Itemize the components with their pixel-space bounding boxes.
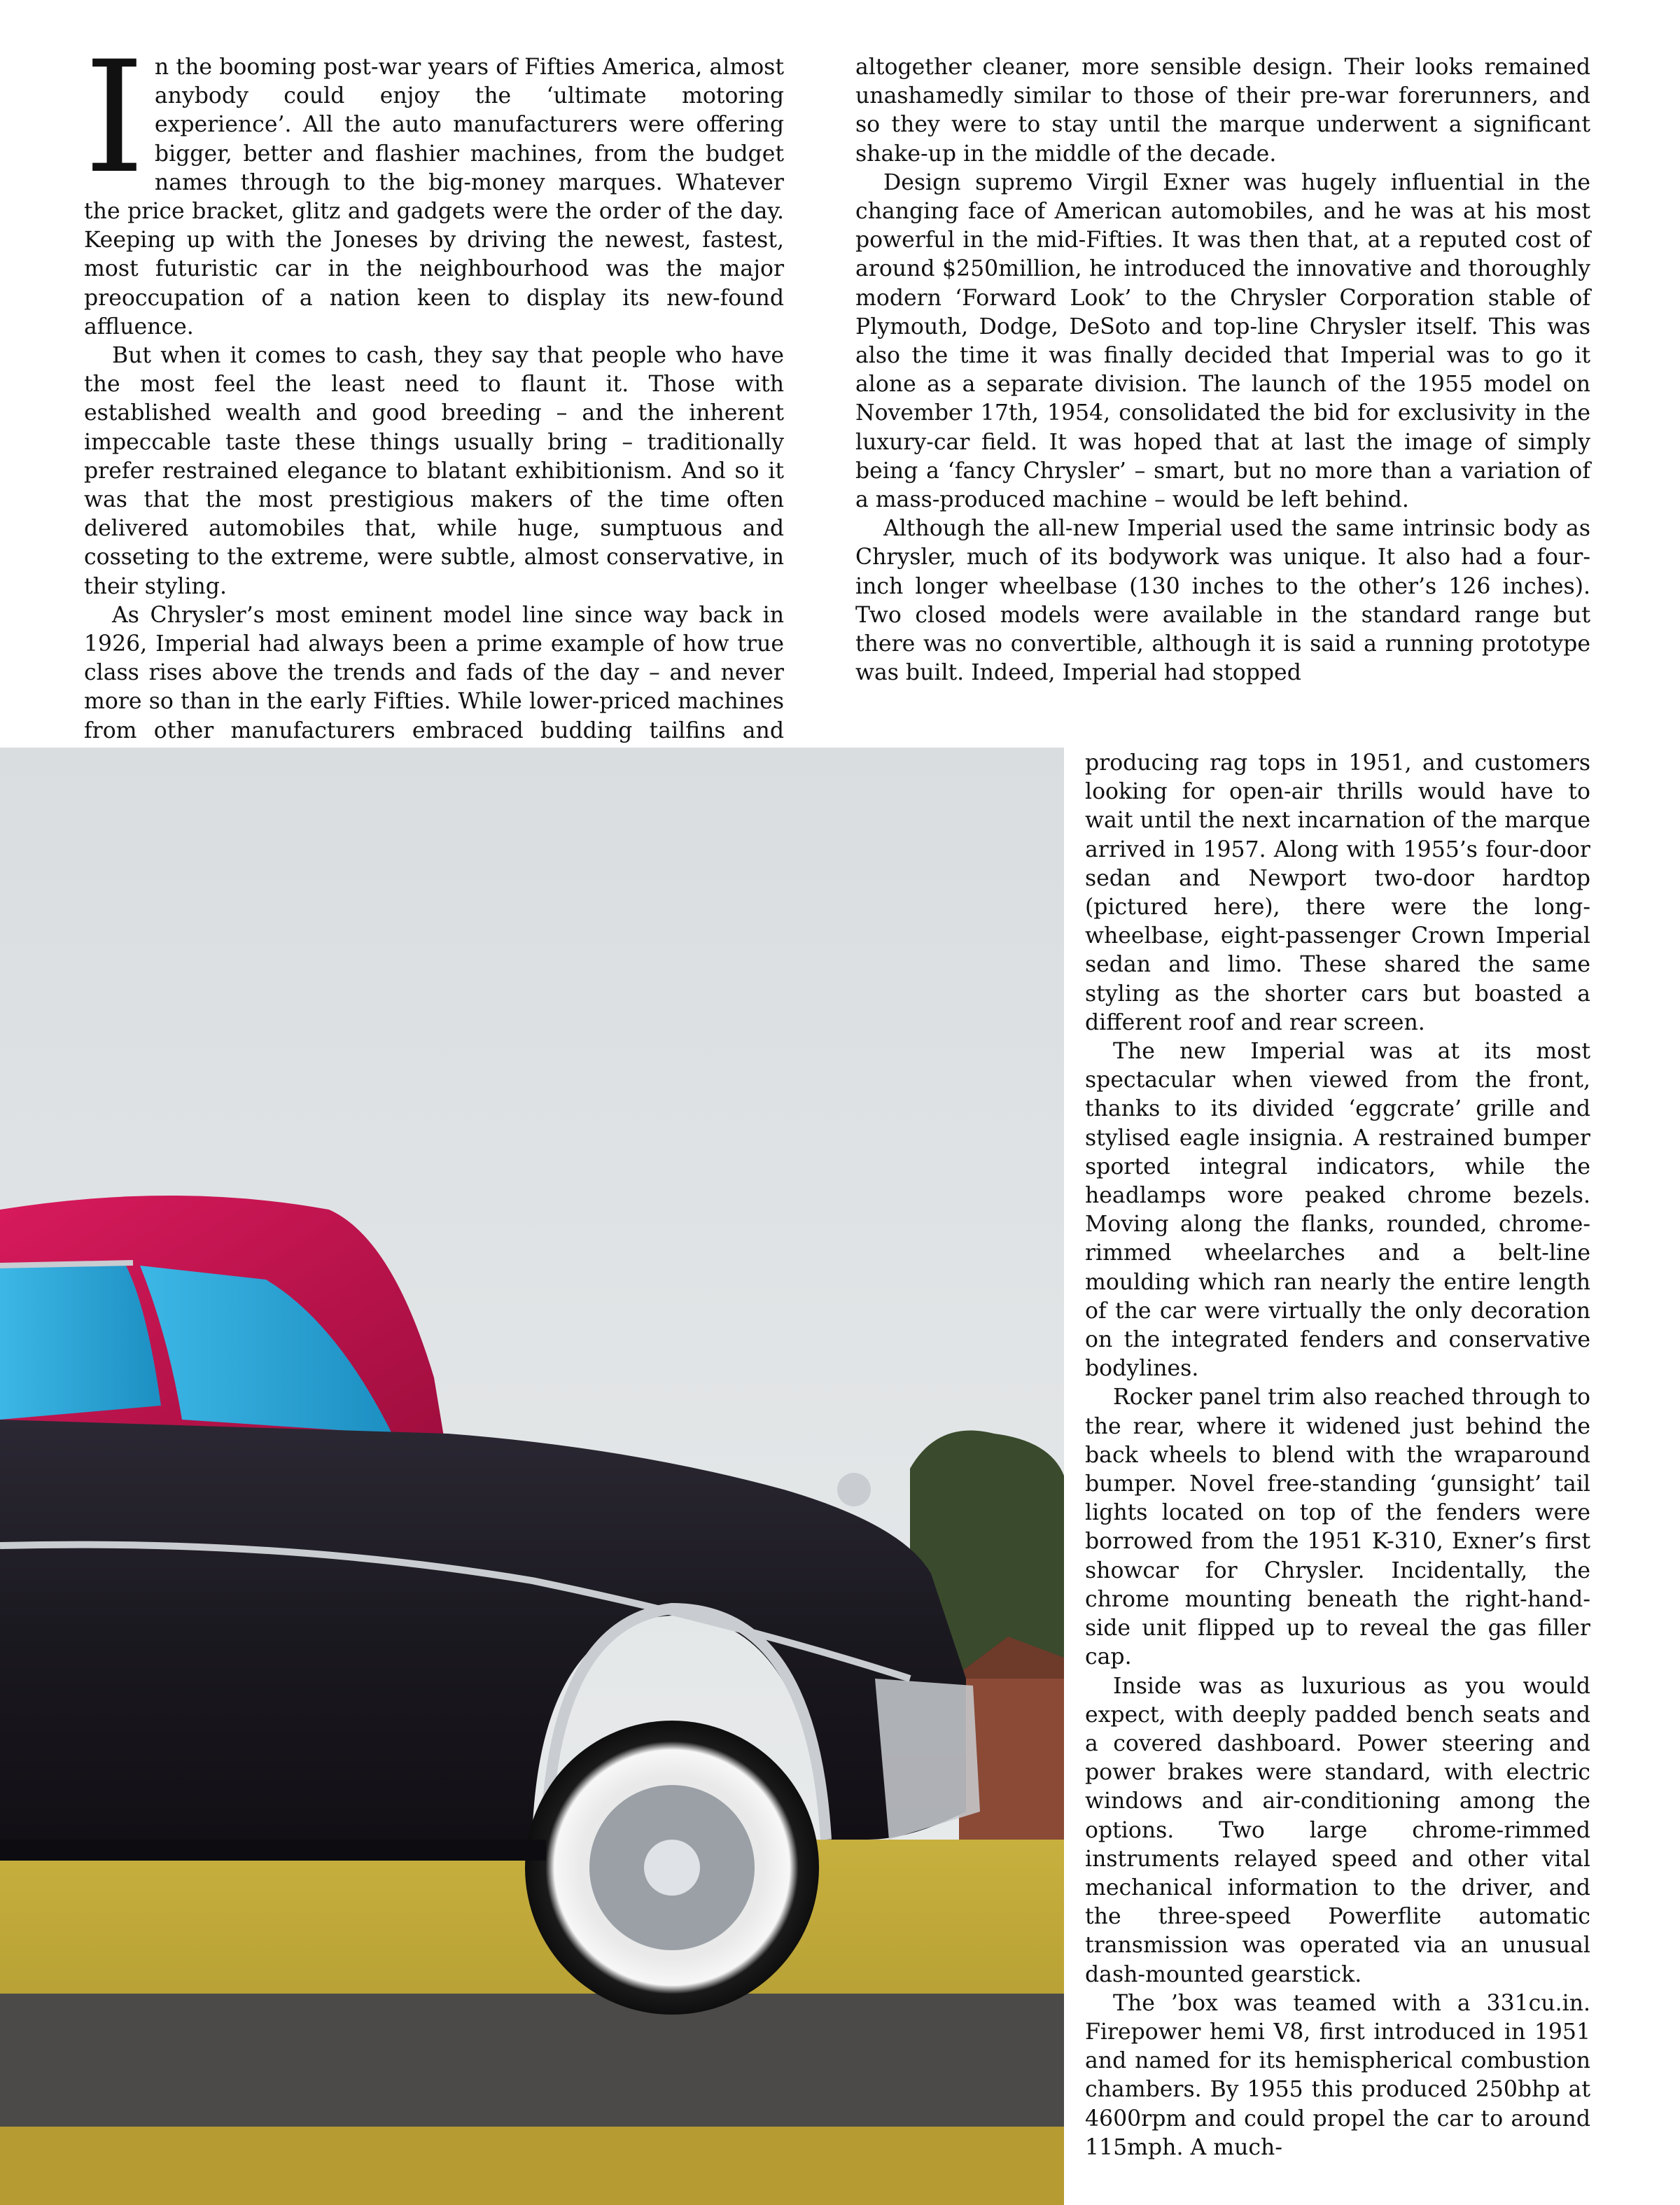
paragraph: Although the all-new Imperial used the same intrinsic body as Chrysler, much of its bodywork was unique. It also had a four-inch longer wheelbase (130 inches to the other’s 126 inches). Two closed models were available in the standard range but there was no convertible, although it is said a running prototype was built. Indeed, Imperial had stopped [855,516,1590,686]
paragraph: The new Imperial was at its most spectacular when viewed from the front, thanks to its divided ‘eggcrate’ grille and stylised eagle insignia. A restrained bumper sported integral indicators, while the headlamps wore peaked chrome bezels. Moving along the flanks, rounded, chrome-rimmed wheelarches and a belt-line moulding which ran nearly the entire length of the car were virtually the only decoration on the integrated fenders and conservative bodylines. [1085,1039,1590,1382]
paragraph: The ’box was teamed with a 331cu.in. Firepower hemi V8, first introduced in 1951 and named for its hemispherical combustion chambers. By 1955 this produced 250bhp at 4600rpm and could propel the car to around 115mph. A much- [1085,1990,1590,2160]
right-column-top [855,53,1590,687]
drop-cap: I [84,28,145,207]
paragraph: Rocker panel trim also reached through to the rear, where it widened just behind the back wheels to blend with the wraparound bumper. Novel free-standing ‘gunsight’ tail lights located on top of the fenders were borrowed from the 1951 K-310, Exner’s first showcar for Chrysler. Incidentally, the chrome mounting beneath the right-hand-side unit flipped up to reveal the gas filler cap. [1085,1385,1590,1670]
left-column [84,28,784,774]
paragraph: As Chrysler’s most eminent model line since way back in 1926, Imperial had always been a prime example of how true class rises above the trends and fads of the day – and never more so than in the early Fifties. While lower-priced machines from other manufacturers embraced budding tailfins and [84,602,784,743]
car-photo [0,748,1064,2205]
right-column-bottom [1085,749,1590,2162]
paragraph: altogether cleaner, more sensible design. Their looks remained unashamedly similar to those of their pre-war forerunners, and so they were to stay until the marque underwent a significant shake-up in the middle of the decade. [855,55,1590,167]
paragraph: Inside was as luxurious as you would expect, with deeply padded bench seats and a covered dashboard. Power steering and power brakes were standard, with electric windows and air-conditioning among the options. Two large chrome-rimmed instruments relayed speed and other vital mechanical information to the driver, and the three-speed Powerflite automatic transmission was operated via an unusual dash-mounted gearstick. [1085,1673,1590,1987]
paragraph [84,28,784,342]
paragraph: But when it comes to cash, they say that people who have the most feel the least need to flaunt it. Those with established wealth and good breeding – and the inherent impeccable taste these things usually bring – traditionally prefer restrained elegance to blatant exhibitionism. And so it was that the most prestigious makers of the time often delivered automobiles that, while huge, sumptuous and cosseting to the extreme, were subtle, almost conservative, in their styling. [84,343,784,599]
paragraph: Design supremo Virgil Exner was hugely influential in the changing face of American automobiles, and he was at his most powerful in the mid-Fifties. It was then that, at a reputed cost of around $250million, he introduced the innovative and thoroughly modern ‘Forward Look’ to the Chrysler Corporation stable of Plymouth, Dodge, DeSoto and top-line Chrysler itself. This was also the time it was finally decided that Imperial was to go it alone as a separate division. The launch of the 1955 model on November 17th, 1954, consolidated the bid for exclusivity in the luxury-car field. It was hoped that at last the image of simply being a ‘fancy Chrysler’ – smart, but no more than a variation of a mass-produced machine – would be left behind. [855,169,1590,513]
paragraph: producing rag tops in 1951, and customers looking for open-air thrills would have to wait until the next incarnation of the marque arrived in 1957. Along with 1955’s four-door sedan and Newport two-door hardtop (pictured here), there were the long-wheelbase, eight-passenger Crown Imperial sedan and limo. These shared the same styling as the shorter cars but boasted a different roof and rear screen. [1085,750,1590,1035]
paragraph-text: n the booming post-war years of Fifties America, almost anybody could enjoy the ‘ultimate motoring experience’. All the auto manufacturers were offering bigger, better and flashier machines, from the budget names through to the big-money marques. Whatever the price bracket, glitz and gadgets were the order of the day. Keeping up with the Joneses by driving the newest, fastest, most futuristic car in the neighbourhood was the major preoccupation of a nation keen to display its new-found affluence. [84,55,784,340]
